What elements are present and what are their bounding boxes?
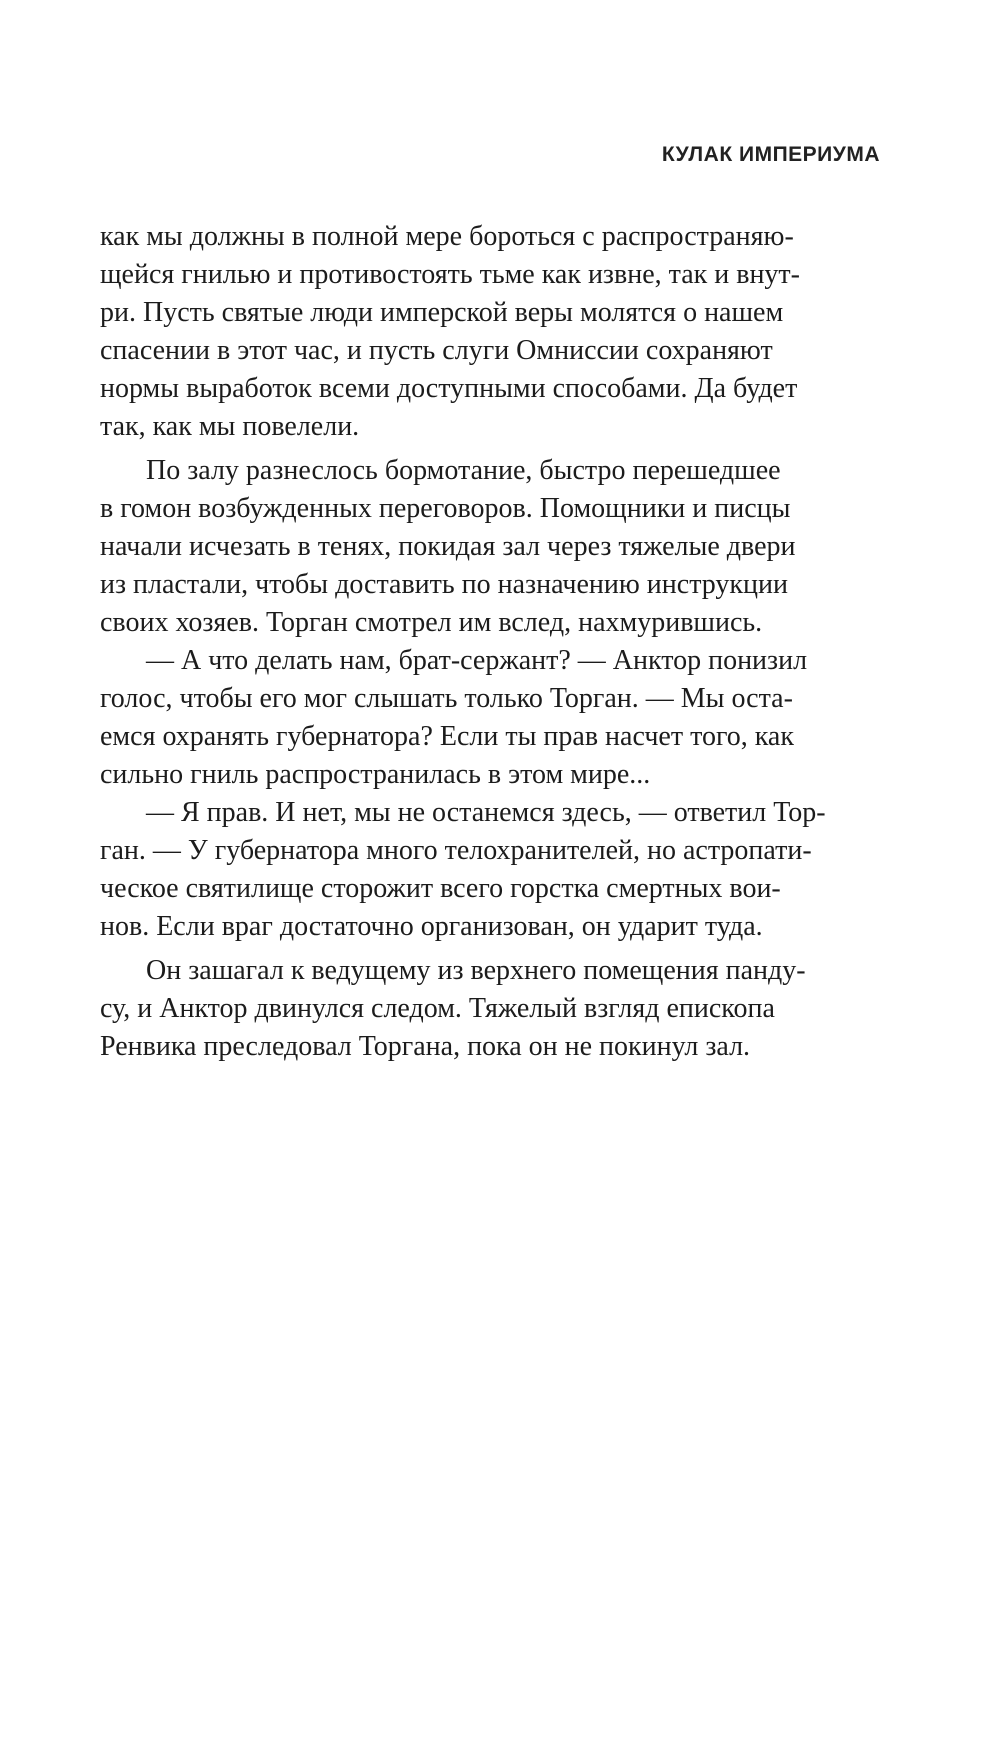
text-line: так, как мы повелели. bbox=[100, 411, 360, 442]
text-line: в гомон возбужденных переговоров. Помощники и писцы bbox=[100, 493, 791, 524]
running-head: КУЛАК ИМПЕРИУМА bbox=[661, 143, 880, 166]
text-line: — Я прав. И нет, мы не останемся здесь, — ответил Тор- bbox=[146, 797, 826, 828]
text-line: По залу разнеслось бормотание, быстро перешедшее bbox=[146, 455, 781, 486]
text-line: нов. Если враг достаточно организован, он ударит туда. bbox=[100, 911, 763, 942]
text-line: ческое святилище сторожит всего горстка смертных вои- bbox=[100, 873, 781, 904]
text-line: ган. — У губернатора много телохранителей, но астропати- bbox=[100, 835, 812, 866]
text-line: начали исчезать в тенях, покидая зал через тяжелые двери bbox=[100, 531, 796, 562]
text-line: Он зашагал к ведущему из верхнего помещения панду- bbox=[146, 955, 806, 986]
text-line: спасении в этот час, и пусть слуги Омниссии сохраняют bbox=[100, 335, 773, 366]
text-line: из пластали, чтобы доставить по назначению инструкции bbox=[100, 569, 788, 600]
text-line: как мы должны в полной мере бороться с распространяю- bbox=[100, 221, 794, 252]
text-line: нормы выработок всеми доступными способами. Да будет bbox=[100, 373, 798, 404]
text-line: своих хозяев. Торган смотрел им вслед, нахмурившись. bbox=[100, 607, 763, 638]
text-line: щейся гнилью и противостоять тьме как извне, так и внут- bbox=[100, 259, 800, 290]
body-text bbox=[100, 218, 880, 1066]
text-line: голос, чтобы его мог слышать только Торган. — Мы оста- bbox=[100, 683, 793, 714]
text-line: емся охранять губернатора? Если ты прав насчет того, как bbox=[100, 721, 794, 752]
text-line: сильно гниль распространилась в этом мире... bbox=[100, 759, 651, 790]
text-line: Ренвика преследовал Торгана, пока он не покинул зал. bbox=[100, 1031, 751, 1062]
text-line: — А что делать нам, брат-сержант? — Анктор понизил bbox=[146, 645, 808, 676]
text-line: ри. Пусть святые люди имперской веры молятся о нашем bbox=[100, 297, 784, 328]
text-line: су, и Анктор двинулся следом. Тяжелый взгляд епископа bbox=[100, 993, 775, 1024]
